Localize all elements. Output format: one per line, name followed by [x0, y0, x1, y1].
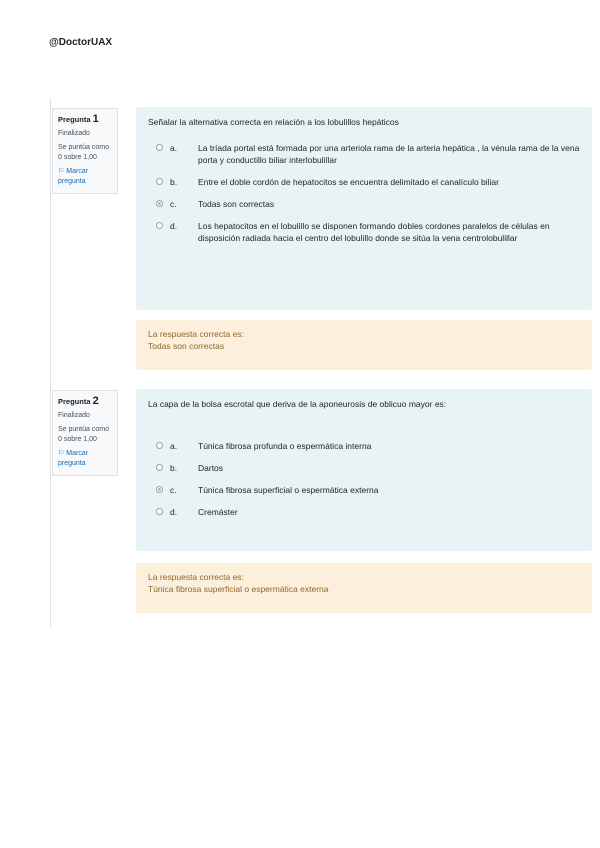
question-label: Pregunta [58, 397, 91, 406]
option-letter: d. [170, 221, 178, 231]
flag-question-link[interactable] [58, 167, 112, 187]
feedback-label: La respuesta correcta es: [148, 572, 244, 582]
question-state: Finalizado [58, 412, 90, 419]
answer-option-a[interactable] [148, 440, 580, 452]
question-text: Señalar la alternativa correcta en relación a los lobulillos hepáticos [148, 117, 399, 127]
question-label: Pregunta [58, 115, 91, 124]
option-text: Túnica fibrosa profunda o espermática interna [198, 441, 372, 451]
radio-button[interactable] [156, 464, 163, 471]
option-letter: a. [170, 143, 178, 153]
radio-button[interactable] [156, 178, 163, 185]
option-text: Los hepatocitos en el lobulillo se disponen formando dobles cordones paralelos de células en disposición radiada hacia el centro del lobulillo donde se sitúa la vena centrolobulillar [198, 221, 550, 243]
answer-option-d[interactable] [148, 220, 580, 244]
question-number: 1 [92, 113, 99, 125]
option-text: Todas son correctas [198, 199, 275, 209]
option-text: Cremáster [198, 507, 238, 517]
flag-label: Marcar pregunta [58, 168, 89, 185]
answer-option-b[interactable] [148, 176, 580, 188]
answer-option-c[interactable] [148, 484, 580, 496]
flag-icon: ⚐ [58, 450, 65, 457]
option-text: Túnica fibrosa superficial o espermática externa [198, 485, 379, 495]
radio-button[interactable] [156, 144, 163, 151]
flag-label: Marcar pregunta [58, 450, 89, 467]
flag-question-link[interactable] [58, 449, 112, 469]
radio-button-selected[interactable] [156, 200, 163, 207]
option-letter: b. [170, 177, 178, 187]
option-text: Entre el doble cordón de hepatocitos se encuentra delimitado el canalículo biliar [198, 177, 499, 187]
option-text: La tríada portal está formada por una arteriola rama de la arteria hepática , la vénula rama de la vena porta y conductillo biliar interlobulillar [198, 143, 580, 165]
question-number-label [58, 396, 112, 407]
option-letter: c. [170, 485, 177, 495]
answer-option-d[interactable] [148, 506, 580, 518]
question-number: 2 [92, 395, 99, 407]
question-content-2 [136, 389, 592, 551]
flag-icon: ⚐ [58, 168, 65, 175]
left-divider [50, 98, 51, 628]
feedback-answer: Túnica fibrosa superficial o espermática externa [148, 584, 329, 594]
question-state: Finalizado [58, 130, 90, 137]
option-letter: d. [170, 507, 178, 517]
correct-answer-feedback-2 [136, 563, 592, 613]
option-letter: c. [170, 199, 177, 209]
question-info-2 [52, 390, 118, 476]
correct-answer-feedback-1 [136, 320, 592, 370]
question-number-label [58, 114, 112, 125]
radio-button[interactable] [156, 222, 163, 229]
answer-option-c[interactable] [148, 198, 580, 210]
feedback-label: La respuesta correcta es: [148, 329, 244, 339]
question-content-1 [136, 107, 592, 310]
author-handle: @DoctorUAX [49, 37, 113, 48]
option-letter: b. [170, 463, 178, 473]
question-grade: Se puntúa como 0 sobre 1,00 [58, 426, 109, 443]
answer-option-a[interactable] [148, 142, 580, 166]
option-text: Dartos [198, 463, 224, 473]
radio-button[interactable] [156, 508, 163, 515]
answer-option-b[interactable] [148, 462, 580, 474]
radio-button-selected[interactable] [156, 486, 163, 493]
option-letter: a. [170, 441, 178, 451]
feedback-answer: Todas son correctas [148, 341, 225, 351]
question-grade: Se puntúa como 0 sobre 1,00 [58, 144, 109, 161]
radio-button[interactable] [156, 442, 163, 449]
question-text: La capa de la bolsa escrotal que deriva de la aponeurosis de oblicuo mayor es: [148, 399, 447, 409]
question-info-1 [52, 108, 118, 194]
